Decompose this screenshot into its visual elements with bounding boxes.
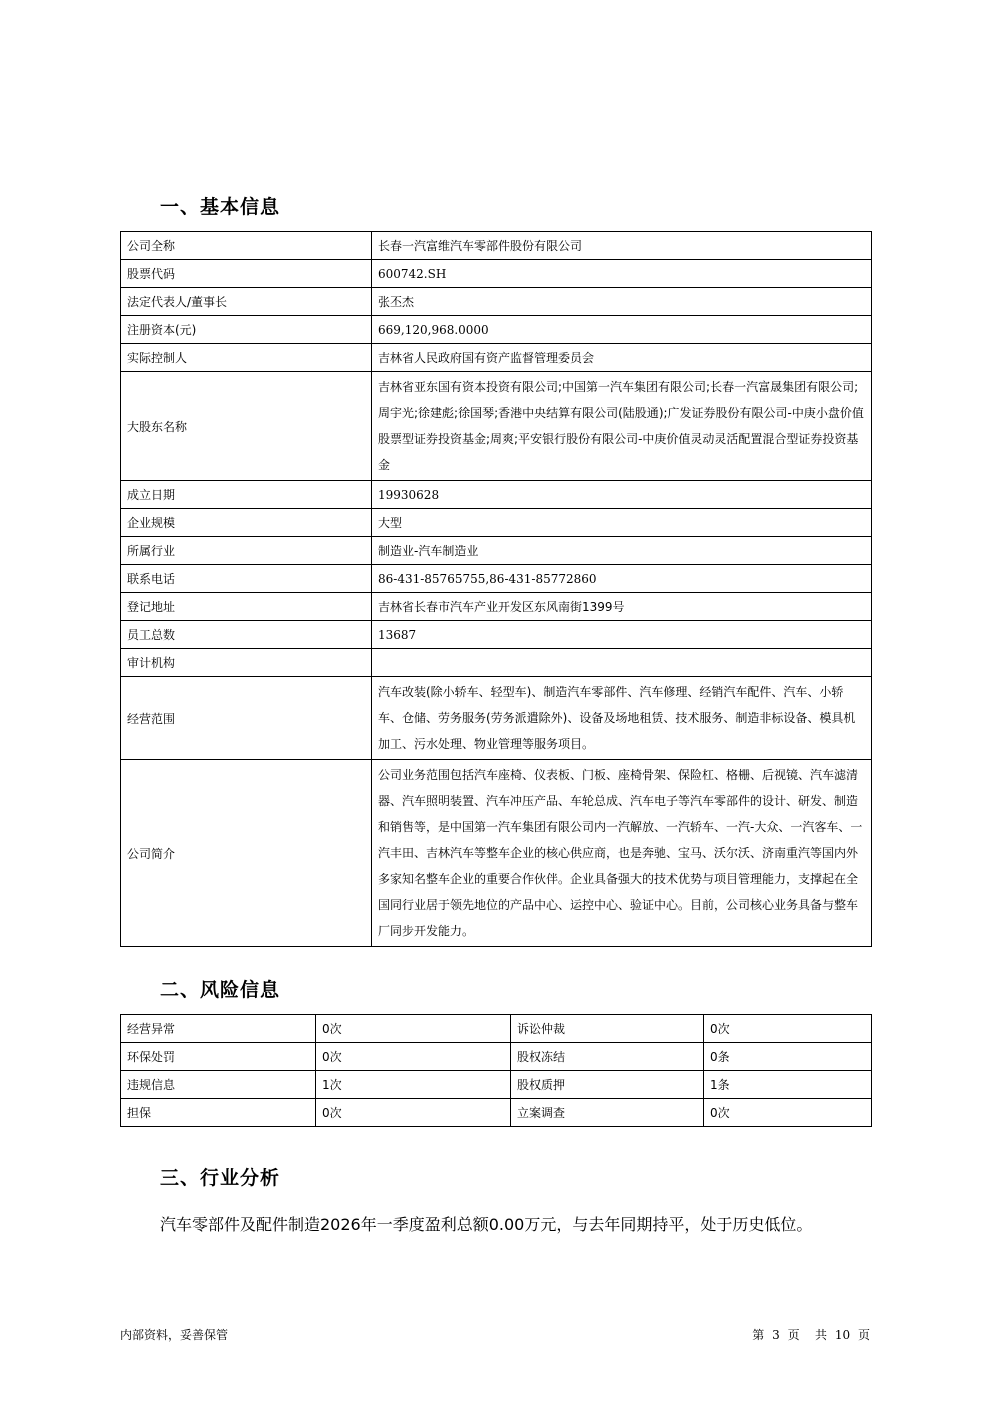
table-row (121, 537, 872, 565)
risk-value: 1次 (316, 1071, 511, 1099)
table-row (121, 1015, 872, 1043)
row-label: 员工总数 (121, 621, 372, 649)
risk-value: 0次 (316, 1043, 511, 1071)
row-label: 注册资本(元) (121, 316, 372, 344)
row-label: 公司全称 (121, 232, 372, 260)
row-label: 大股东名称 (121, 372, 372, 481)
risk-label: 立案调查 (511, 1099, 704, 1127)
page-current: 3 (772, 1328, 780, 1342)
table-row (121, 316, 872, 344)
page-total: 10 (834, 1328, 851, 1342)
row-label: 法定代表人/董事长 (121, 288, 372, 316)
row-label: 企业规模 (121, 509, 372, 537)
total-prefix: 共 (815, 1328, 828, 1342)
table-row (121, 344, 872, 372)
risk-value: 0次 (316, 1015, 511, 1043)
row-label: 审计机构 (121, 649, 372, 677)
row-value: 汽车改装(除小轿车、轻型车)、制造汽车零部件、汽车修理、经销汽车配件、汽车、小轿车、仓储、劳务服务(劳务派遣除外)、设备及场地租赁、技术服务、制造非标设备、模具机加工、污水处理、物业管理等服务项目。 (372, 677, 872, 760)
row-value (372, 649, 872, 677)
table-row (121, 260, 872, 288)
risk-value: 0条 (704, 1043, 872, 1071)
row-label: 股票代码 (121, 260, 372, 288)
row-value: 吉林省人民政府国有资产监督管理委员会 (372, 344, 872, 372)
table-row (121, 1071, 872, 1099)
table-row (121, 481, 872, 509)
footer-confidential-note: 内部资料，妥善保管 (120, 1328, 229, 1342)
risk-value: 0次 (704, 1015, 872, 1043)
row-value: 大型 (372, 509, 872, 537)
row-value: 669,120,968.0000 (372, 316, 872, 344)
row-label: 联系电话 (121, 565, 372, 593)
table-row (121, 677, 872, 760)
section-title-basic: 一、基本信息 (160, 196, 281, 218)
risk-info-table (120, 1014, 872, 1127)
risk-label: 经营异常 (121, 1015, 316, 1043)
total-suffix: 页 (857, 1328, 870, 1342)
table-row (121, 288, 872, 316)
risk-value: 0次 (316, 1099, 511, 1127)
page-suffix: 页 (787, 1328, 800, 1342)
table-row (121, 232, 872, 260)
risk-value: 0次 (704, 1099, 872, 1127)
section-title-risk: 二、风险信息 (160, 979, 281, 1001)
risk-value: 1条 (704, 1071, 872, 1099)
row-value: 600742.SH (372, 260, 872, 288)
table-row (121, 565, 872, 593)
table-row (121, 1099, 872, 1127)
table-row (121, 760, 872, 947)
row-label: 经营范围 (121, 677, 372, 760)
risk-label: 环保处罚 (121, 1043, 316, 1071)
row-value: 张丕杰 (372, 288, 872, 316)
page-prefix: 第 (752, 1328, 765, 1342)
row-value: 吉林省长春市汽车产业开发区东风南街1399号 (372, 593, 872, 621)
row-value: 长春一汽富维汽车零部件股份有限公司 (372, 232, 872, 260)
risk-label: 股权质押 (511, 1071, 704, 1099)
table-row (121, 621, 872, 649)
row-value: 86-431-85765755,86-431-85772860 (372, 565, 872, 593)
section-title-industry: 三、行业分析 (160, 1167, 281, 1189)
basic-info-table (120, 231, 872, 947)
table-row (121, 593, 872, 621)
row-value: 13687 (372, 621, 872, 649)
row-label: 所属行业 (121, 537, 372, 565)
table-row (121, 372, 872, 481)
risk-label: 股权冻结 (511, 1043, 704, 1071)
row-value: 制造业-汽车制造业 (372, 537, 872, 565)
footer-page-number (750, 1326, 872, 1343)
row-label: 登记地址 (121, 593, 372, 621)
row-value: 19930628 (372, 481, 872, 509)
table-row (121, 1043, 872, 1071)
row-label: 成立日期 (121, 481, 372, 509)
industry-analysis-text: 汽车零部件及配件制造2026年一季度盈利总额0.00万元，与去年同期持平，处于历史低位。 (160, 1215, 813, 1234)
risk-label: 担保 (121, 1099, 316, 1127)
risk-label: 违规信息 (121, 1071, 316, 1099)
row-value: 公司业务范围包括汽车座椅、仪表板、门板、座椅骨架、保险杠、格栅、后视镜、汽车滤清器、汽车照明装置、汽车冲压产品、车轮总成、汽车电子等汽车零部件的设计、研发、制造和销售等，是中国第一汽车集团有限公司内一汽解放、一汽轿车、一汽-大众、一汽客车、一汽丰田、吉林汽车等整车企业的核心供应商，也是奔驰、宝马、沃尔沃、济南重汽等国内外多家知名整车企业的重要合作伙伴。企业具备强大的技术优势与项目管理能力，支撑起在全国同行业居于领先地位的产品中心、运控中心、验证中心。目前，公司核心业务具备与整车厂同步开发能力。 (372, 760, 872, 947)
table-row (121, 509, 872, 537)
row-label: 公司简介 (121, 760, 372, 947)
row-value: 吉林省亚东国有资本投资有限公司;中国第一汽车集团有限公司;长春一汽富晟集团有限公司;周宇光;徐建彪;徐国琴;香港中央结算有限公司(陆股通);广发证券股份有限公司-中庚小盘价值股票型证券投资基金;周爽;平安银行股份有限公司-中庚价值灵动灵活配置混合型证券投资基金 (372, 372, 872, 481)
risk-label: 诉讼仲裁 (511, 1015, 704, 1043)
row-label: 实际控制人 (121, 344, 372, 372)
table-row (121, 649, 872, 677)
